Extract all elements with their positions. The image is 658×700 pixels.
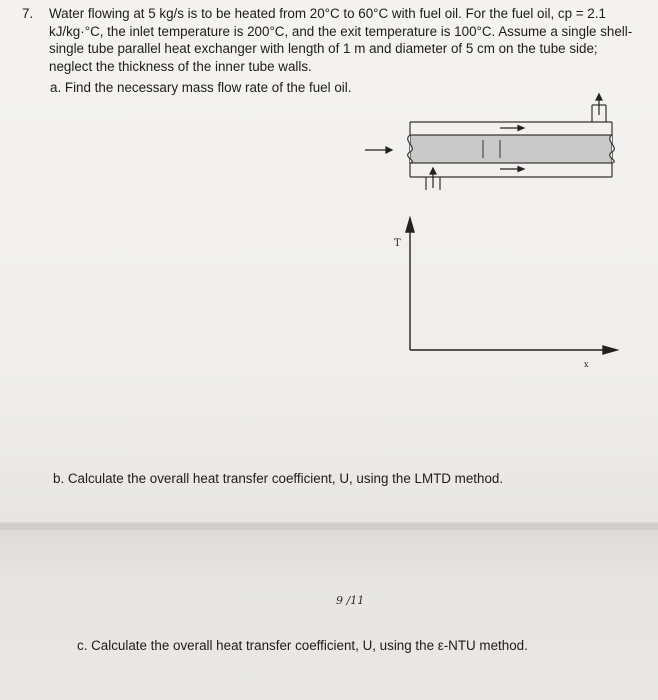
x-axis-arrowhead (603, 346, 617, 354)
problem-number: 7. (22, 6, 34, 21)
y-axis-arrowhead (406, 218, 414, 232)
part-b-question: b. Calculate the overall heat transfer coefficient, U, using the LMTD method. (53, 471, 504, 486)
problem-text: Water flowing at 5 kg/s is to be heated from 20°C to 60°C with fuel oil. For the fuel oil, cp = 2.1 kJ/kg·°C, the inlet temperature is 200°C, and the exit temperature is 100°C. Assume a single shell-single tube parallel heat exchanger with length of 1 m and diameter of 5 cm on the tube side; neglect the thickness of the inner tube walls. (49, 6, 633, 74)
worksheet-page-bottom (0, 528, 658, 700)
part-a-question: a. Find the necessary mass flow rate of the fuel oil. (50, 80, 352, 95)
x-axis-label: x (584, 360, 589, 369)
temperature-position-axes (0, 210, 658, 380)
page-number: 9 /11 (336, 594, 365, 607)
y-axis-label: T (394, 238, 401, 249)
page-fold-shadow (0, 522, 658, 530)
part-c-question: c. Calculate the overall heat transfer coefficient, U, using the ε-NTU method. (77, 638, 528, 653)
